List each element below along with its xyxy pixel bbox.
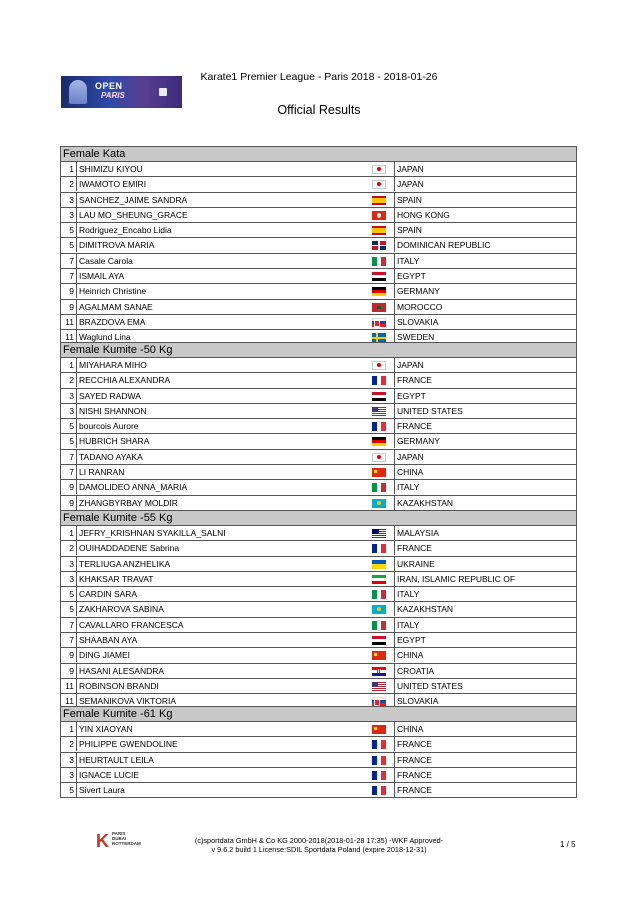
athlete-name-cell: DING JIAMEI [76,648,576,662]
karate1-footer-logo [96,829,140,857]
iran-flag-icon [372,575,386,584]
logo-badge [159,88,167,96]
athlete-name-cell: ROBINSON BRANDI [76,679,576,693]
athlete-name-cell: CAVALLARO FRANCESCA [76,618,576,632]
rank-cell: 11 [65,316,74,327]
athlete-name-cell: Heinrich Christine [76,284,576,298]
country-cell: ITALY [394,618,576,632]
result-row [60,162,577,177]
rank-cell: 2 [69,179,74,190]
rank-cell: 7 [69,255,74,266]
country-cell: JAPAN [394,162,576,176]
result-row [60,465,577,480]
page-title: Karate1 Premier League - Paris 2018 - 2018-01-26 [200,71,438,83]
athlete-name-cell: AGALMAM SANAE [76,300,576,314]
result-row [60,557,577,572]
result-row [60,587,577,602]
rank-cell: 7 [69,635,74,646]
category-header: Female Kata [60,146,577,162]
sweden-flag-icon [372,333,386,342]
athlete-name-cell: NISHI SHANNON [76,404,576,418]
country-cell: MOROCCO [394,300,576,314]
rank-cell: 9 [69,497,74,508]
italy-flag-icon [372,590,386,599]
athlete-name-cell: PHILIPPE GWENDOLINE [76,737,576,751]
country-cell: CHINA [394,648,576,662]
athlete-name-cell: TERLIUGA ANZHELIKA [76,557,576,571]
result-row [60,284,577,299]
result-row [60,358,577,373]
country-cell: GERMANY [394,284,576,298]
result-row [60,208,577,223]
athlete-name-cell: HEURTAULT LEILA [76,753,576,767]
result-row [60,496,577,511]
athlete-name-cell: YIN XIAOYAN [76,722,576,736]
france-flag-icon [372,786,386,795]
croatia-flag-icon [372,667,386,676]
category-header: Female Kumite -61 Kg [60,706,577,722]
country-cell: ITALY [394,254,576,268]
rank-cell: 2 [69,739,74,750]
country-cell: EGYPT [394,389,576,403]
egypt-flag-icon [372,392,386,401]
china-flag-icon [372,651,386,660]
results-section [60,510,577,710]
rank-cell: 11 [65,332,74,343]
athlete-name-cell: CARDIN SARA [76,587,576,601]
malaysia-flag-icon [372,529,386,538]
rank-cell: 5 [69,589,74,600]
italy-flag-icon [372,621,386,630]
result-row [60,419,577,434]
athlete-name-cell: RECCHIA ALEXANDRA [76,373,576,387]
footer-copyright: (c)sportdata GmbH & Co KG 2000-2018(2018-01-28 17:35) -WKF Approved- [194,836,444,845]
athlete-name-cell: OUIHADDADENE Sabrina [76,541,576,555]
athlete-name-cell: SHAABAN AYA [76,633,576,647]
china-flag-icon [372,468,386,477]
usa-flag-icon [372,682,386,691]
rank-cell: 2 [69,375,74,386]
result-row [60,753,577,768]
country-cell: EGYPT [394,633,576,647]
result-row [60,618,577,633]
page-subtitle: Official Results [277,103,361,117]
spain-flag-icon [372,196,386,205]
result-row [60,768,577,783]
france-flag-icon [372,740,386,749]
kazakhstan-flag-icon [372,499,386,508]
footer-license: v 9.6.2 build 1 License:SDIL Sportdata Poland (expire 2018-12-31) [211,845,427,854]
athlete-name-cell: IGNACE LUCIE [76,768,576,782]
rank-cell: 5 [69,421,74,432]
rank-cell: 5 [69,604,74,615]
rank-cell: 9 [69,650,74,661]
country-cell: JAPAN [394,358,576,372]
country-cell: JAPAN [394,177,576,191]
rank-cell: 3 [69,194,74,205]
egypt-flag-icon [372,272,386,281]
rank-cell: 11 [65,680,74,691]
athlete-name-cell: TADANO AYAKA [76,450,576,464]
athlete-name-cell: LAU MO_SHEUNG_GRACE [76,208,576,222]
athlete-name-cell: LI RANRAN [76,465,576,479]
slovakia-flag-icon [372,318,386,327]
france-flag-icon [372,756,386,765]
footer-logo-text: PARIS DUBAI ROTTERDAM [112,831,141,846]
athlete-name-cell: DIMITROVA MARIA [76,238,576,252]
rank-cell: 11 [65,696,74,707]
country-cell: FRANCE [394,737,576,751]
country-cell: CROATIA [394,664,576,678]
italy-flag-icon [372,257,386,266]
rank-cell: 2 [69,543,74,554]
dominican-flag-icon [372,241,386,250]
athlete-name-cell: JEFRY_KRISHNAN SYAKILLA_SALNI [76,526,576,540]
rank-cell: 7 [69,467,74,478]
result-row [60,434,577,449]
category-header: Female Kumite -50 Kg [60,342,577,358]
result-row [60,389,577,404]
page-number: 1 / 5 [560,840,576,849]
country-cell: UKRAINE [394,557,576,571]
spain-flag-icon [372,226,386,235]
athlete-name-cell: HASANI ALESANDRA [76,664,576,678]
rank-cell: 5 [69,225,74,236]
rank-cell: 9 [69,286,74,297]
result-row [60,541,577,556]
slovakia-flag-icon [372,697,386,706]
rank-cell: 7 [69,271,74,282]
china-flag-icon [372,725,386,734]
rank-cell: 7 [69,451,74,462]
result-row [60,269,577,284]
country-cell: ITALY [394,480,576,494]
rank-cell: 3 [69,405,74,416]
germany-flag-icon [372,287,386,296]
rank-cell: 1 [69,360,74,370]
athlete-name-cell: DAMOLIDEO ANNA_MARIA [76,480,576,494]
logo-text-open: OPEN [95,81,123,91]
athlete-name-cell: SANCHEZ_JAIME SANDRA [76,193,576,207]
rank-cell: 5 [69,436,74,447]
country-cell: MALAYSIA [394,526,576,540]
country-cell: SPAIN [394,223,576,237]
italy-flag-icon [372,483,386,492]
athlete-name-cell: bourcois Aurore [76,419,576,433]
rank-cell: 5 [69,240,74,251]
country-cell: IRAN, ISLAMIC REPUBLIC OF [394,572,576,586]
athlete-name-cell: ZAKHAROVA SABINA [76,602,576,616]
country-cell: GERMANY [394,434,576,448]
result-row [60,648,577,663]
athlete-name-cell: Rodriguez_Encabo Lidia [76,223,576,237]
japan-flag-icon [372,361,386,370]
germany-flag-icon [372,437,386,446]
morocco-flag-icon [372,303,386,312]
country-cell: FRANCE [394,373,576,387]
result-row [60,737,577,752]
result-row [60,633,577,648]
result-row [60,315,577,330]
france-flag-icon [372,422,386,431]
results-section [60,342,577,511]
rank-cell: 3 [69,754,74,765]
rank-cell: 5 [69,785,74,796]
country-cell: EGYPT [394,269,576,283]
country-cell: CHINA [394,722,576,736]
rank-cell: 1 [69,528,74,538]
country-cell: KAZAKHSTAN [394,496,576,510]
rank-cell: 9 [69,665,74,676]
result-row [60,373,577,388]
country-cell: FRANCE [394,753,576,767]
france-flag-icon [372,544,386,553]
country-cell: FRANCE [394,419,576,433]
egypt-flag-icon [372,636,386,645]
country-cell: UNITED STATES [394,679,576,693]
country-cell: HONG KONG [394,208,576,222]
result-row [60,664,577,679]
country-cell: SLOVAKIA [394,315,576,329]
country-cell: ITALY [394,587,576,601]
result-row [60,679,577,694]
athlete-name-cell: MIYAHARA MIHO [76,358,576,372]
result-row [60,450,577,465]
athlete-name-cell: SHIMIZU KIYOU [76,162,576,176]
france-flag-icon [372,376,386,385]
rank-cell: 1 [69,724,74,734]
result-row [60,572,577,587]
hongkong-flag-icon [372,211,386,220]
athlete-name-cell: Casale Carola [76,254,576,268]
country-cell: JAPAN [394,450,576,464]
rank-cell: 3 [69,558,74,569]
results-section [60,146,577,346]
country-cell: FRANCE [394,541,576,555]
country-cell: FRANCE [394,783,576,797]
usa-flag-icon [372,407,386,416]
rank-cell: 1 [69,164,74,174]
category-header: Female Kumite -55 Kg [60,510,577,526]
rank-cell: 7 [69,619,74,630]
logo-text-paris: PARIS [101,91,125,100]
athlete-name-cell: IWAMOTO EMIRI [76,177,576,191]
result-row [60,177,577,192]
results-section [60,706,577,798]
athlete-name-cell: SAYED RADWA [76,389,576,403]
country-cell: UNITED STATES [394,404,576,418]
karateka-figure [69,80,87,104]
karate1-k-icon: K [96,831,109,851]
result-row [60,223,577,238]
japan-flag-icon [372,165,386,174]
france-flag-icon [372,771,386,780]
result-row [60,526,577,541]
athlete-name-cell: Sivert Laura [76,783,576,797]
rank-cell: 9 [69,482,74,493]
result-row [60,193,577,208]
result-row [60,602,577,617]
country-cell: CHINA [394,465,576,479]
result-row [60,722,577,737]
country-cell: SPAIN [394,193,576,207]
athlete-name-cell: ZHANGBYRBAY MOLDIR [76,496,576,510]
country-cell: DOMINICAN REPUBLIC [394,238,576,252]
rank-cell: 9 [69,301,74,312]
result-row [60,254,577,269]
result-row [60,480,577,495]
country-cell: SWEDEN [394,330,576,344]
result-row [60,238,577,253]
result-row [60,783,577,798]
japan-flag-icon [372,180,386,189]
result-row [60,300,577,315]
athlete-name-cell: KHAKSAR TRAVAT [76,572,576,586]
rank-cell: 3 [69,390,74,401]
athlete-name-cell: Waglund Lina [76,330,576,344]
japan-flag-icon [372,453,386,462]
ukraine-flag-icon [372,560,386,569]
country-cell: FRANCE [394,768,576,782]
country-cell: SLOVAKIA [394,694,576,708]
athlete-name-cell: SEMANIKOVA VIKTORIA [76,694,576,708]
athlete-name-cell: ISMAIL AYA [76,269,576,283]
rank-cell: 3 [69,769,74,780]
kazakhstan-flag-icon [372,605,386,614]
athlete-name-cell: BRAZDOVA EMA [76,315,576,329]
athlete-name-cell: HUBRICH SHARA [76,434,576,448]
country-cell: KAZAKHSTAN [394,602,576,616]
rank-cell: 3 [69,573,74,584]
rank-cell: 3 [69,209,74,220]
result-row [60,404,577,419]
